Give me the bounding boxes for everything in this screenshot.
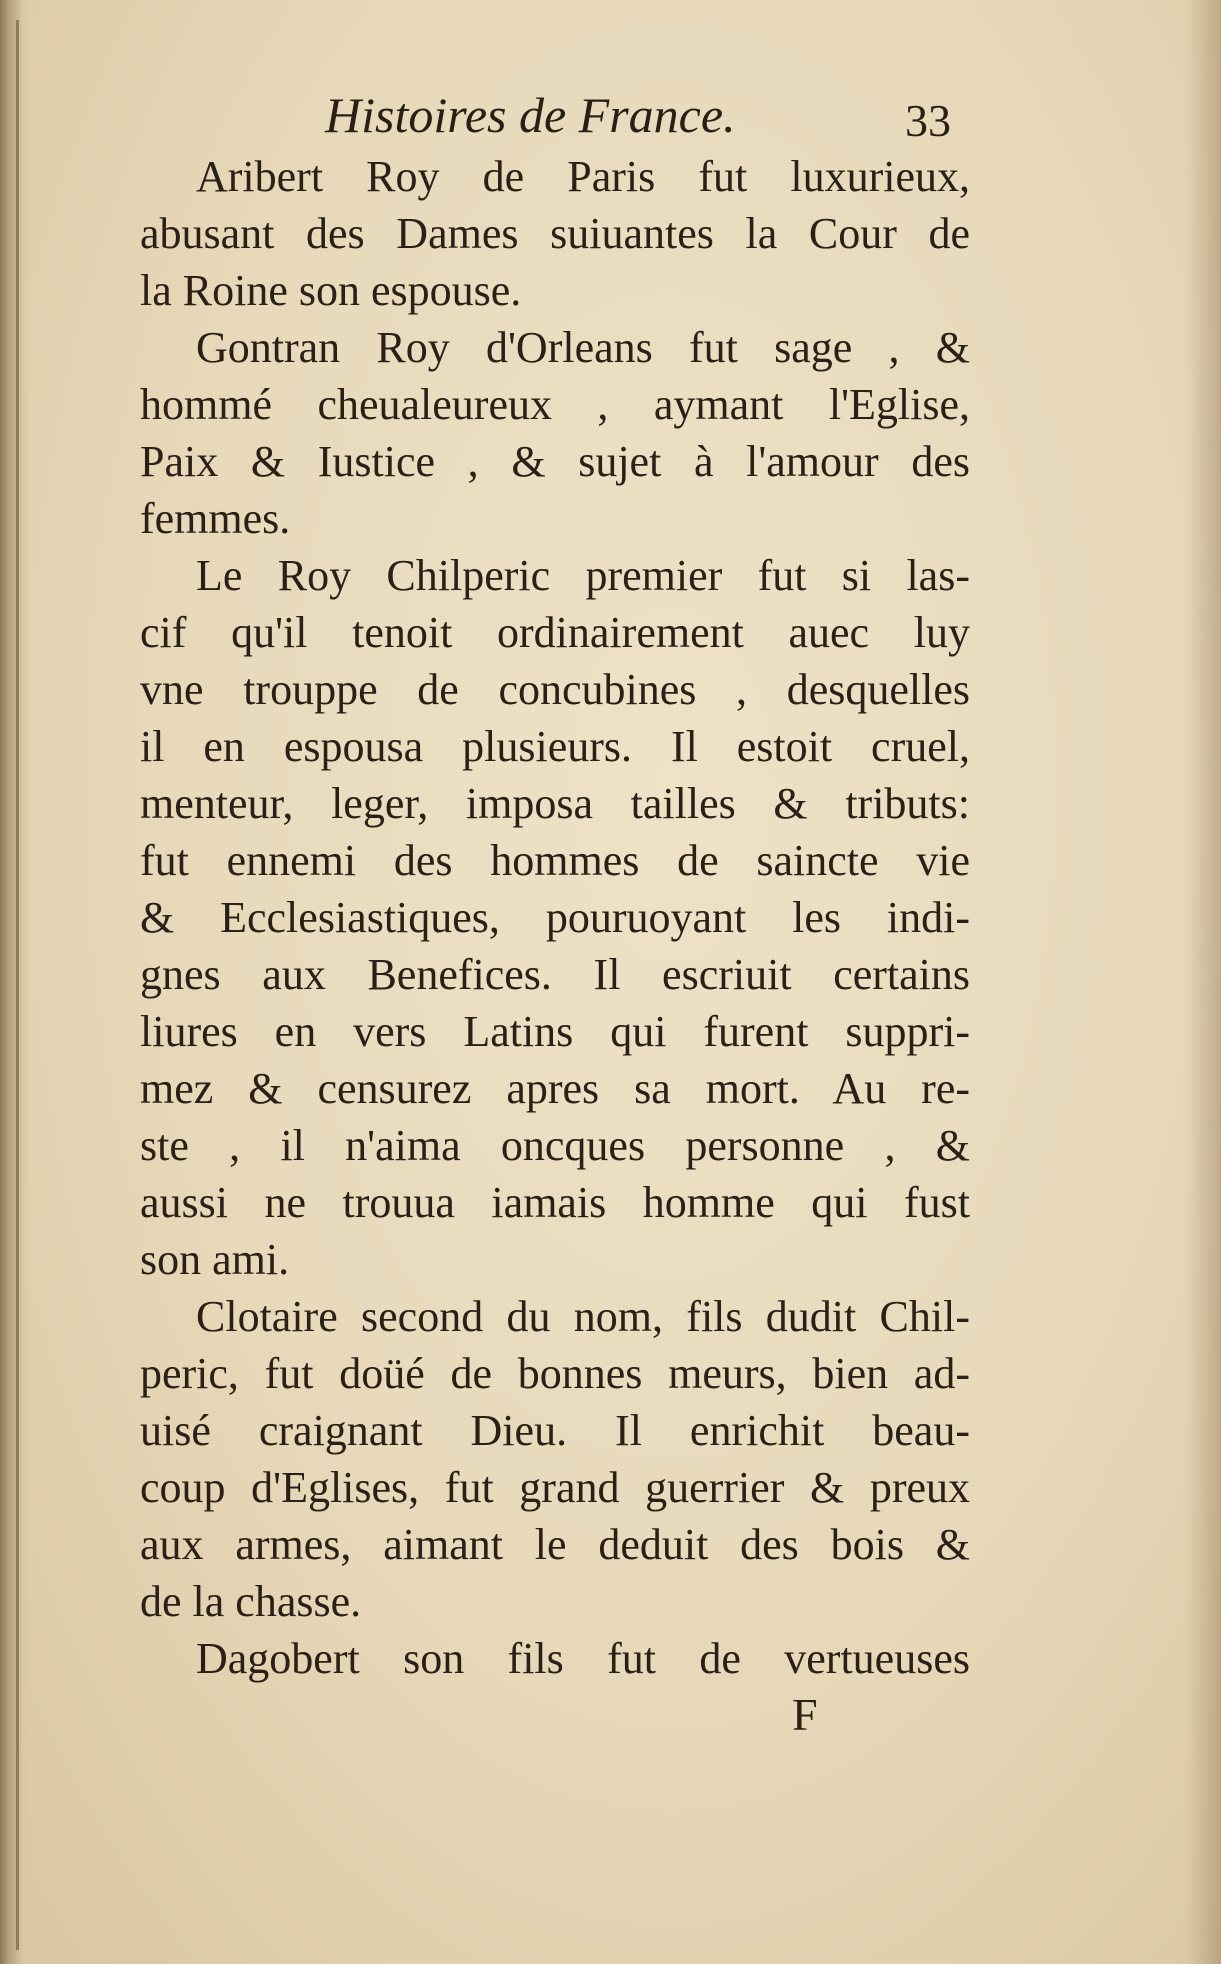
text-line: cif qu'il tenoit ordinairement auec luy: [140, 608, 970, 657]
text-line: liures en vers Latins qui furent suppri-: [140, 1007, 970, 1056]
text-line: vne trouppe de concubines , desquelles: [140, 665, 970, 714]
text-line: Clotaire second du nom, fils dudit Chil-: [196, 1292, 970, 1341]
text-line: la Roine son espouse.: [140, 266, 522, 315]
text-line: aussi ne trouua iamais homme qui fust: [140, 1178, 970, 1227]
text-line: menteur, leger, imposa tailles & tributs:: [140, 779, 970, 828]
text-line: peric, fut doüé de bonnes meurs, bien ad-: [140, 1349, 970, 1398]
running-head: [140, 80, 960, 150]
text-line: Le Roy Chilperic premier fut si las-: [196, 551, 970, 600]
page-edge-shadow: [1185, 0, 1221, 1964]
text-line: fut ennemi des hommes de saincte vie: [140, 836, 970, 885]
text-line: Gontran Roy d'Orleans fut sage , &: [196, 323, 970, 372]
text-line: femmes.: [140, 494, 291, 543]
text-line: abusant des Dames suiuantes la Cour de: [140, 209, 970, 258]
text-line: gnes aux Benefices. Il escriuit certains: [140, 950, 970, 999]
text-line: de la chasse.: [140, 1577, 362, 1626]
text-line: Dagobert son fils fut de vertueuses: [196, 1634, 970, 1683]
text-line: ste , il n'aima oncques personne , &: [140, 1121, 970, 1170]
text-line: hommé cheualeureux , aymant l'Eglise,: [140, 380, 970, 429]
text-line: Paix & Iustice , & sujet à l'amour des: [140, 437, 970, 486]
text-line: uisé craignant Dieu. Il enrichit beau-: [140, 1406, 970, 1455]
body-text: [140, 148, 970, 1687]
binding-edge: [16, 20, 19, 1950]
text-line: aux armes, aimant le deduit des bois &: [140, 1520, 970, 1569]
text-line: mez & censurez apres sa mort. Au re-: [140, 1064, 970, 1113]
text-line: coup d'Eglises, fut grand guerrier & preux: [140, 1463, 970, 1512]
text-line: il en espousa plusieurs. Il estoit cruel,: [140, 722, 970, 771]
text-line: Aribert Roy de Paris fut luxurieux,: [196, 152, 970, 201]
text-line: & Ecclesiastiques, pouruoyant les indi-: [140, 893, 970, 942]
running-head-title: Histoires de France.: [325, 87, 736, 143]
page-number: 33: [905, 95, 951, 146]
signature-mark: F: [792, 1689, 818, 1740]
binding-gutter: [0, 0, 30, 1964]
text-line: son ami.: [140, 1235, 290, 1284]
